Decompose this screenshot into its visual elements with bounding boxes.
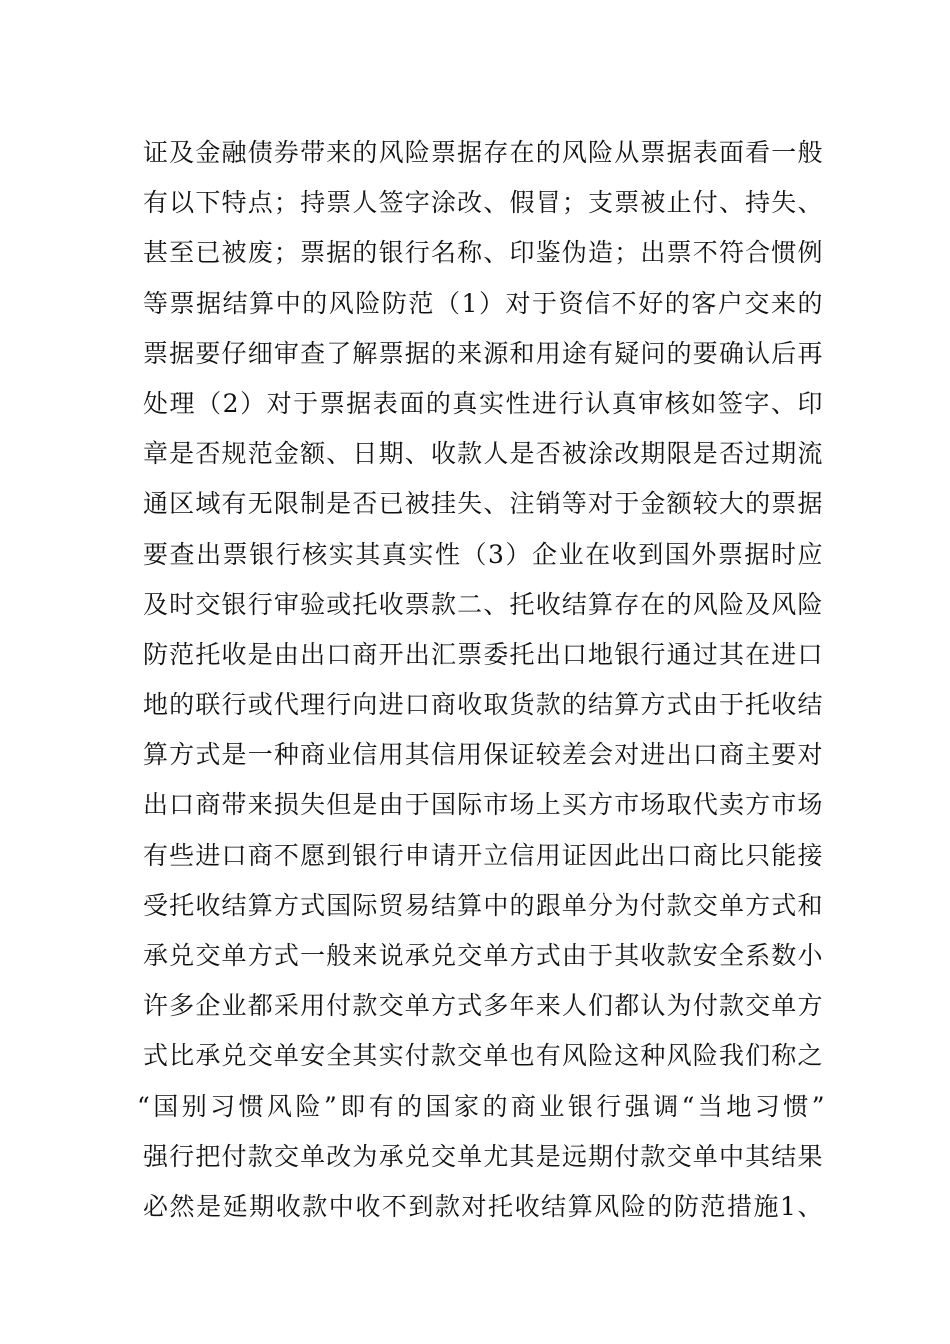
text-line: “国别习惯风险”即有的国家的商业银行强调“当地习惯” bbox=[137, 1091, 825, 1121]
text-line: 及时交银行审验或托收票款二、托收结算存在的风险及风险 bbox=[143, 589, 823, 619]
text-line: 甚至已被废；票据的银行名称、印鉴伪造；出票不符合惯例 bbox=[143, 238, 823, 268]
text-line: 有以下特点；持票人签字涂改、假冒；支票被止付、持失、 bbox=[143, 188, 823, 218]
text-line: 必然是延期收款中收不到款对托收结算风险的防范措施1、 bbox=[143, 1191, 823, 1221]
text-line: 要查出票银行核实其真实性（3）企业在收到国外票据时应 bbox=[143, 539, 823, 569]
text-line: 等票据结算中的风险防范（1）对于资信不好的客户交来的 bbox=[143, 288, 823, 318]
text-line: 通区域有无限制是否已被挂失、注销等对于金额较大的票据 bbox=[143, 489, 823, 519]
text-line: 出口商带来损失但是由于国际市场上买方市场取代卖方市场 bbox=[143, 790, 823, 820]
text-line: 承兑交单方式一般来说承兑交单方式由于其收款安全系数小 bbox=[143, 941, 823, 970]
text-line: 式比承兑交单安全其实付款交单也有风险这种风险我们称之 bbox=[143, 1041, 823, 1071]
text-line: 算方式是一种商业信用其信用保证较差会对进出口商主要对 bbox=[143, 740, 823, 770]
text-line: 许多企业都采用付款交单方式多年来人们都认为付款交单方 bbox=[143, 991, 823, 1021]
text-line: 处理（2）对于票据表面的真实性进行认真审核如签字、印 bbox=[143, 388, 823, 418]
text-line: 强行把付款交单改为承兑交单尤其是远期付款交单中其结果 bbox=[143, 1141, 823, 1171]
text-line: 地的联行或代理行向进口商收取货款的结算方式由于托收结 bbox=[143, 690, 823, 720]
text-line: 证及金融债券带来的风险票据存在的风险从票据表面看一般 bbox=[143, 138, 823, 167]
text-line: 票据要仔细审查了解票据的来源和用途有疑问的要确认后再 bbox=[143, 338, 823, 368]
text-line: 防范托收是由出口商开出汇票委托出口地银行通过其在进口 bbox=[143, 639, 823, 669]
text-line: 受托收结算方式国际贸易结算中的跟单分为付款交单方式和 bbox=[143, 890, 823, 920]
text-line: 有些进口商不愿到银行申请开立信用证因此出口商比只能接 bbox=[143, 840, 823, 870]
body-text bbox=[137, 128, 825, 1232]
text-line: 章是否规范金额、日期、收款人是否被涂改期限是否过期流 bbox=[143, 439, 823, 469]
